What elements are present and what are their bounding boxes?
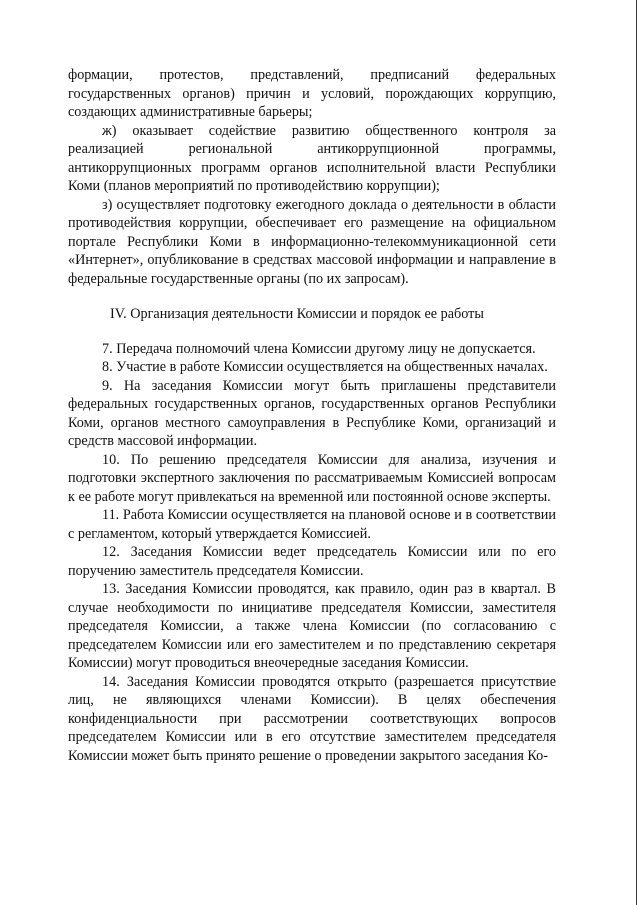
document-body (68, 66, 556, 765)
paragraph-item-z: з) осуществляет подготовку ежегодного доклада о деятельности в области противодействия коррупции, обеспечивает его размещение на официальном портале Республики Коми в информационно-телекоммуникационной сети «Интернет», опубликование в средствах массовой информации и направление в федеральные государственные органы (по их запросам). (68, 196, 556, 287)
paragraph-11: 11. Работа Комиссии осуществляется на плановой основе и в соответствии с регламентом, который утверждается Комиссией. (68, 507, 556, 542)
paragraph-8: 8. Участие в работе Комиссии осуществляется на общественных началах. (102, 359, 548, 375)
paragraph-item-zh: ж) оказывает содействие развитию общественного контроля за реализацией региональной антикоррупционной программы, антикоррупционных программ органов исполнительной власти Республики Коми (планов мероприятий по противодействию коррупции); (68, 122, 556, 194)
paragraph-13: 13. Заседания Комиссии проводятся, как правило, один раз в квартал. В случае необходимости по инициативе председателя Комиссии, заместителя председателя Комиссии, а также члена Комиссии (по согласованию с председателем Комиссии или его заместителем и по представлению секретаря Комиссии) могут проводиться внеочередные заседания Комиссии. (68, 581, 556, 671)
paragraph-12: 12. Заседания Комиссии ведет председатель Комиссии или по его поручению заместитель председателя Комиссии. (68, 544, 556, 579)
paragraph-9: 9. На заседания Комиссии могут быть приглашены представители федеральных государственных органов, государственных органов Республики Коми, органов местного самоуправления в Республике Коми, организаций и средств массовой информации. (68, 377, 556, 449)
page-edge-line (636, 0, 637, 905)
paragraph-intro-continuation: формации, протестов, представлений, предписаний федеральных государственных органов) причин и условий, порождающих коррупцию, создающих административные барьеры; (68, 67, 556, 120)
paragraph-14: 14. Заседания Комиссии проводятся открыто (разрешается присутствие лиц, не являющихся членами Комиссии). В целях обеспечения конфиденциальности при рассмотрении соответствующих вопросов председателем Комиссии или в его отсутствие заместителем председателя Комиссии может быть принято решение о проведении закрытого заседания Ко- (68, 673, 556, 764)
section-heading: IV. Организация деятельности Комиссии и порядок ее работы (110, 306, 484, 322)
paragraph-10: 10. По решению председателя Комиссии для анализа, изучения и подготовки экспертного заключения по рассматриваемым Комиссией вопросам к ее работе могут привлекаться на временной или постоянной основе эксперты. (68, 451, 556, 505)
paragraph-7: 7. Передача полномочий члена Комиссии другому лицу не допускается. (102, 340, 536, 357)
